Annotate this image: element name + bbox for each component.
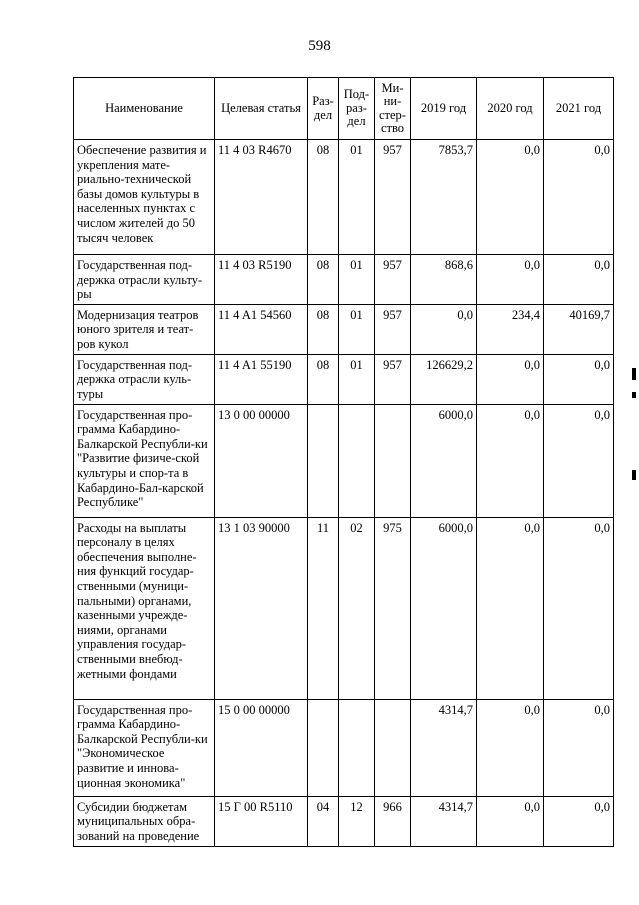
table-header-row bbox=[74, 78, 614, 140]
row-2021: 0,0 bbox=[544, 354, 614, 404]
header-2019: 2019 год bbox=[411, 78, 477, 140]
row-section: 11 bbox=[308, 517, 339, 699]
table-row bbox=[74, 140, 614, 255]
row-section: 08 bbox=[308, 140, 339, 255]
row-name: Государственная про-грамма Кабардино-Балкарской Республи-ки "Экономическое развитие и иннова-ционная экономика" bbox=[74, 699, 215, 796]
table-row bbox=[74, 699, 614, 796]
row-subsection bbox=[339, 404, 375, 517]
scan-edge-mark bbox=[632, 470, 636, 480]
row-section: 04 bbox=[308, 796, 339, 846]
header-2021: 2021 год bbox=[544, 78, 614, 140]
header-section: Раз-дел bbox=[308, 78, 339, 140]
row-name: Государственная под-держка отрасли культу-ры bbox=[74, 255, 215, 305]
row-2020: 0,0 bbox=[477, 699, 544, 796]
row-2020: 0,0 bbox=[477, 255, 544, 305]
row-2019: 4314,7 bbox=[411, 699, 477, 796]
row-name: Обеспечение развития и укрепления мате-риально-технической базы домов культуры в населенных пунктах с числом жителей до 50 тысяч человек bbox=[74, 140, 215, 255]
row-2020: 0,0 bbox=[477, 354, 544, 404]
row-subsection: 01 bbox=[339, 354, 375, 404]
row-ministry: 957 bbox=[375, 304, 411, 354]
row-2020: 0,0 bbox=[477, 140, 544, 255]
row-2019: 6000,0 bbox=[411, 404, 477, 517]
row-2021: 0,0 bbox=[544, 140, 614, 255]
row-ministry bbox=[375, 404, 411, 517]
row-subsection: 01 bbox=[339, 140, 375, 255]
row-section: 08 bbox=[308, 304, 339, 354]
row-subsection: 01 bbox=[339, 255, 375, 305]
budget-table bbox=[73, 77, 614, 847]
row-section bbox=[308, 404, 339, 517]
row-ministry: 957 bbox=[375, 255, 411, 305]
row-2019: 7853,7 bbox=[411, 140, 477, 255]
row-subsection bbox=[339, 699, 375, 796]
row-ministry: 957 bbox=[375, 354, 411, 404]
header-target: Целевая статья bbox=[215, 78, 308, 140]
table-row bbox=[74, 517, 614, 699]
row-code: 15 Г 00 R5110 bbox=[215, 796, 308, 846]
row-2021: 0,0 bbox=[544, 404, 614, 517]
row-section bbox=[308, 699, 339, 796]
row-2020: 0,0 bbox=[477, 796, 544, 846]
row-code: 11 4 03 R4670 bbox=[215, 140, 308, 255]
row-name: Государственная под-держка отрасли куль-туры bbox=[74, 354, 215, 404]
header-name: Наименование bbox=[74, 78, 215, 140]
row-subsection: 12 bbox=[339, 796, 375, 846]
row-2021: 0,0 bbox=[544, 255, 614, 305]
table-row bbox=[74, 354, 614, 404]
row-ministry: 975 bbox=[375, 517, 411, 699]
row-2019: 4314,7 bbox=[411, 796, 477, 846]
row-2019: 6000,0 bbox=[411, 517, 477, 699]
row-section: 08 bbox=[308, 255, 339, 305]
row-section: 08 bbox=[308, 354, 339, 404]
row-name: Субсидии бюджетам муниципальных обра-зований на проведение bbox=[74, 796, 215, 846]
row-2019: 0,0 bbox=[411, 304, 477, 354]
row-2020: 0,0 bbox=[477, 404, 544, 517]
header-subsection: Под-раз-дел bbox=[339, 78, 375, 140]
row-code: 11 4 A1 54560 bbox=[215, 304, 308, 354]
row-name: Расходы на выплаты персоналу в целях обеспечения выполне-ния функций государ-ственными (муници-пальными) органами, казенными учрежде-ниями, органами управления государ-ственными внебюд-жетными фондами bbox=[74, 517, 215, 699]
row-code: 13 0 00 00000 bbox=[215, 404, 308, 517]
row-ministry bbox=[375, 699, 411, 796]
row-code: 15 0 00 00000 bbox=[215, 699, 308, 796]
row-subsection: 01 bbox=[339, 304, 375, 354]
row-code: 11 4 A1 55190 bbox=[215, 354, 308, 404]
row-2021: 0,0 bbox=[544, 699, 614, 796]
row-2019: 868,6 bbox=[411, 255, 477, 305]
row-2020: 0,0 bbox=[477, 517, 544, 699]
row-name: Государственная про-грамма Кабардино-Балкарской Республи-ки "Развитие физиче-ской культуры и спор-та в Кабардино-Бал-карской Республике" bbox=[74, 404, 215, 517]
table-row bbox=[74, 304, 614, 354]
row-2019: 126629,2 bbox=[411, 354, 477, 404]
row-2020: 234,4 bbox=[477, 304, 544, 354]
header-2020: 2020 год bbox=[477, 78, 544, 140]
row-code: 11 4 03 R5190 bbox=[215, 255, 308, 305]
header-ministry: Ми-ни-стер-ство bbox=[375, 78, 411, 140]
page-number: 598 bbox=[308, 38, 331, 54]
table-row bbox=[74, 404, 614, 517]
row-2021: 40169,7 bbox=[544, 304, 614, 354]
row-code: 13 1 03 90000 bbox=[215, 517, 308, 699]
row-ministry: 966 bbox=[375, 796, 411, 846]
row-2021: 0,0 bbox=[544, 517, 614, 699]
table-row bbox=[74, 255, 614, 305]
scan-edge-mark bbox=[632, 392, 636, 398]
table-row bbox=[74, 796, 614, 846]
row-subsection: 02 bbox=[339, 517, 375, 699]
row-ministry: 957 bbox=[375, 140, 411, 255]
row-name: Модернизация театров юного зрителя и теат-ров кукол bbox=[74, 304, 215, 354]
row-2021: 0,0 bbox=[544, 796, 614, 846]
scan-edge-mark bbox=[632, 368, 636, 380]
